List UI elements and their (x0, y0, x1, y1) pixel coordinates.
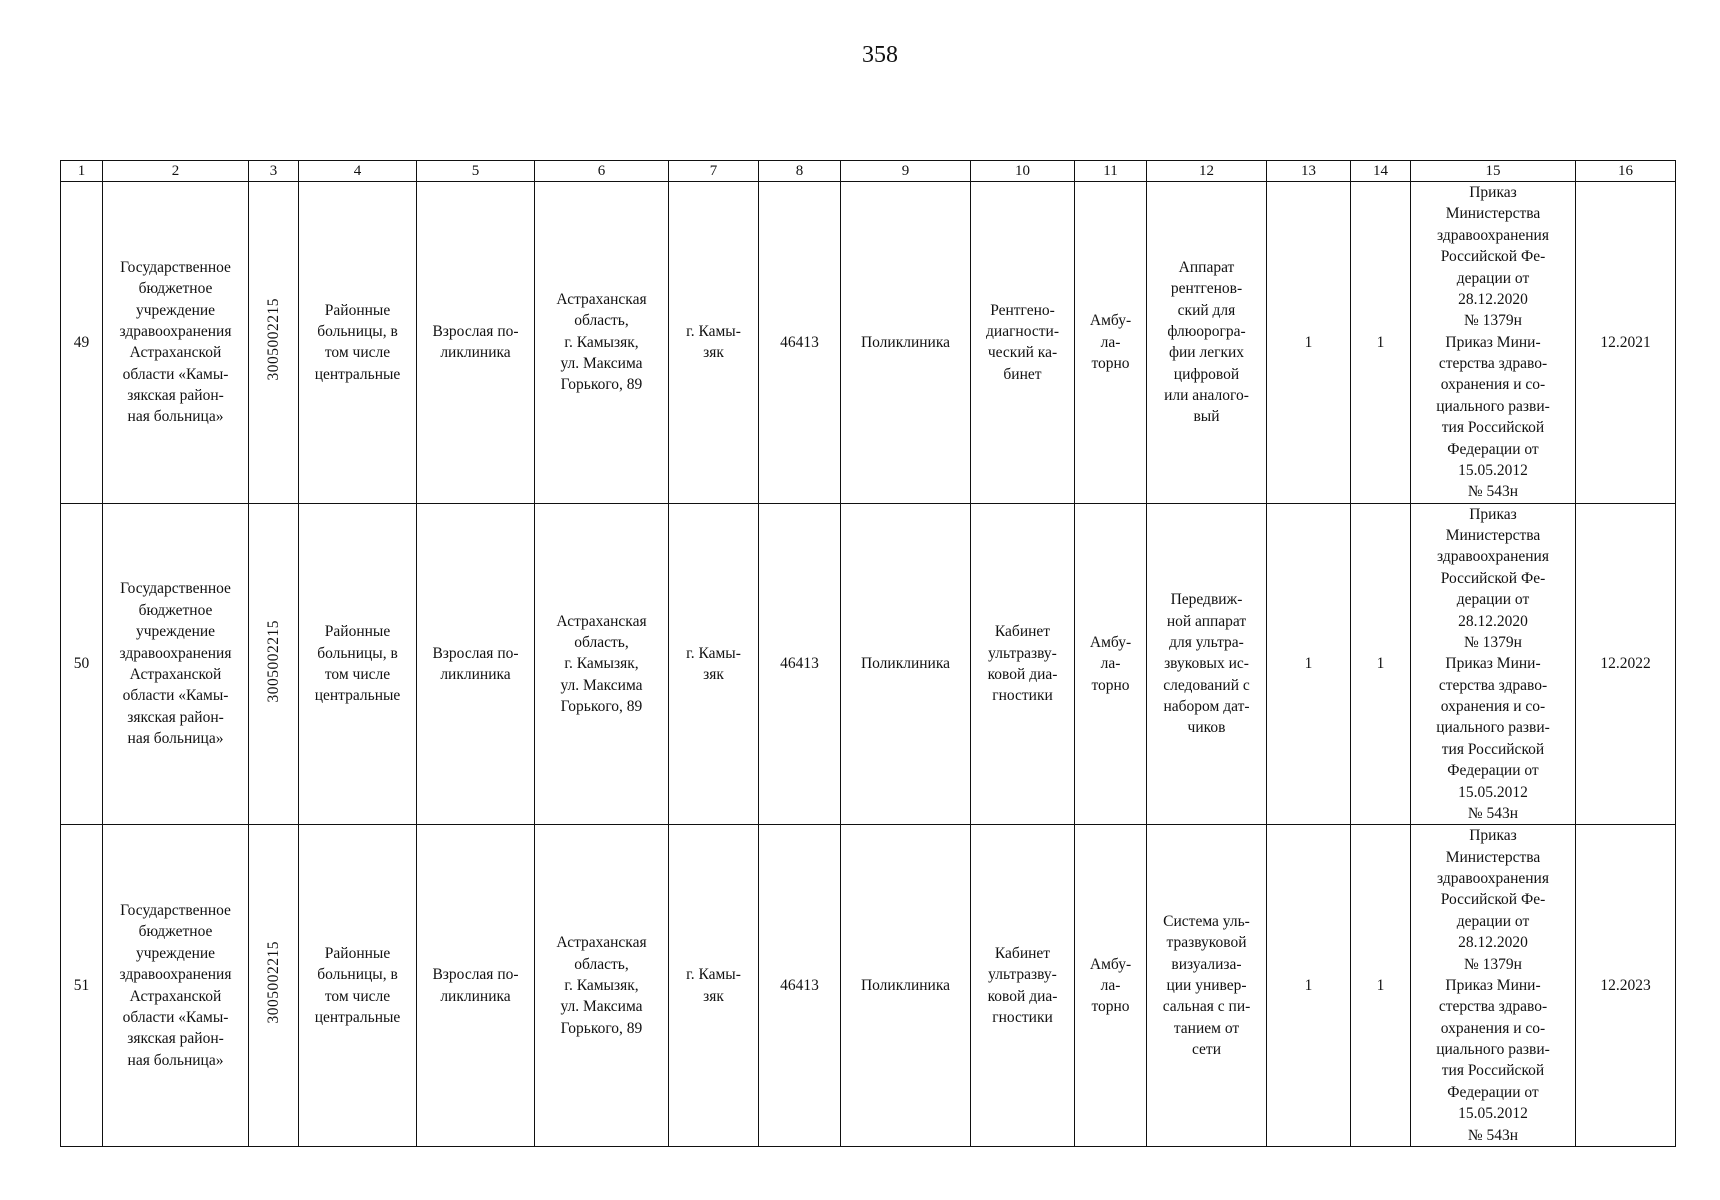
column-header: 6 (535, 161, 669, 182)
cabinet: Рентгено- диагности- ческий ка- бинет (971, 182, 1075, 504)
table-row (61, 503, 1676, 825)
unit: Поликлиника (841, 182, 971, 504)
cabinet: Кабинет ультразву- ковой диа- гностики (971, 825, 1075, 1147)
column-header: 14 (1351, 161, 1411, 182)
care-form: Амбу- ла- торно (1075, 182, 1147, 504)
address: Астраханская область, г. Камызяк, ул. Максима Горького, 89 (535, 825, 669, 1147)
quantity: 1 (1267, 825, 1351, 1147)
column-header: 11 (1075, 161, 1147, 182)
column-header: 7 (669, 161, 759, 182)
column-header: 15 (1411, 161, 1576, 182)
column-header: 10 (971, 161, 1075, 182)
quantity: 1 (1267, 503, 1351, 825)
institution-name: Государственное бюджетное учреждение здравоохранения Астраханской области «Камы- зякская район- ная больница» (103, 182, 249, 504)
delivery-date: 12.2022 (1576, 503, 1676, 825)
column-header: 16 (1576, 161, 1676, 182)
column-header: 3 (249, 161, 299, 182)
department: Взрослая по- ликлиника (417, 182, 535, 504)
column-header: 13 (1267, 161, 1351, 182)
table-row (61, 825, 1676, 1147)
equipment-table (60, 160, 1676, 1147)
locality: г. Камы- зяк (669, 825, 759, 1147)
column-header: 5 (417, 161, 535, 182)
cabinet: Кабинет ультразву- ковой диа- гностики (971, 503, 1075, 825)
care-form: Амбу- ла- торно (1075, 825, 1147, 1147)
legal-basis: Приказ Министерства здравоохранения Российской Фе- дерации от 28.12.2020 № 1379н Приказ Мини- стерства здраво- охранения и со- циального разви- тия Российской Федерации от 15.05.2012 № 543н (1411, 182, 1576, 504)
oktmo-code: 46413 (759, 182, 841, 504)
page-number: 358 (862, 42, 898, 68)
inn-code: 3005002215 (264, 941, 282, 1024)
row-number: 51 (61, 825, 103, 1147)
delivery-date: 12.2023 (1576, 825, 1676, 1147)
care-form: Амбу- ла- торно (1075, 503, 1147, 825)
column-header: 9 (841, 161, 971, 182)
legal-basis: Приказ Министерства здравоохранения Российской Фе- дерации от 28.12.2020 № 1379н Приказ Мини- стерства здраво- охранения и со- циального разви- тия Российской Федерации от 15.05.2012 № 543н (1411, 825, 1576, 1147)
inn-cell (249, 825, 299, 1147)
institution-type: Районные больницы, в том числе центральные (299, 182, 417, 504)
quantity-total: 1 (1351, 182, 1411, 504)
unit: Поликлиника (841, 825, 971, 1147)
column-header: 2 (103, 161, 249, 182)
department: Взрослая по- ликлиника (417, 825, 535, 1147)
institution-name: Государственное бюджетное учреждение здравоохранения Астраханской области «Камы- зякская район- ная больница» (103, 503, 249, 825)
quantity: 1 (1267, 182, 1351, 504)
table-row (61, 182, 1676, 504)
address: Астраханская область, г. Камызяк, ул. Максима Горького, 89 (535, 182, 669, 504)
equipment-name: Аппарат рентгенов- ский для флюорогра- фии легких цифровой или аналого- вый (1147, 182, 1267, 504)
column-header: 8 (759, 161, 841, 182)
row-number: 50 (61, 503, 103, 825)
address: Астраханская область, г. Камызяк, ул. Максима Горького, 89 (535, 503, 669, 825)
legal-basis: Приказ Министерства здравоохранения Российской Фе- дерации от 28.12.2020 № 1379н Приказ Мини- стерства здраво- охранения и со- циального разви- тия Российской Федерации от 15.05.2012 № 543н (1411, 503, 1576, 825)
locality: г. Камы- зяк (669, 503, 759, 825)
column-header: 4 (299, 161, 417, 182)
institution-type: Районные больницы, в том числе центральные (299, 503, 417, 825)
oktmo-code: 46413 (759, 825, 841, 1147)
delivery-date: 12.2021 (1576, 182, 1676, 504)
unit: Поликлиника (841, 503, 971, 825)
locality: г. Камы- зяк (669, 182, 759, 504)
header-row (61, 161, 1676, 182)
inn-cell (249, 182, 299, 504)
equipment-name: Передвиж- ной аппарат для ультра- звуковых ис- следований с набором дат- чиков (1147, 503, 1267, 825)
institution-name: Государственное бюджетное учреждение здравоохранения Астраханской области «Камы- зякская район- ная больница» (103, 825, 249, 1147)
quantity-total: 1 (1351, 503, 1411, 825)
column-header: 12 (1147, 161, 1267, 182)
inn-code: 3005002215 (264, 297, 282, 381)
inn-code: 3005002215 (264, 619, 282, 702)
equipment-name: Система уль- тразвуковой визуализа- ции универ- сальная с пи- танием от сети (1147, 825, 1267, 1147)
department: Взрослая по- ликлиника (417, 503, 535, 825)
column-header: 1 (61, 161, 103, 182)
institution-type: Районные больницы, в том числе центральные (299, 825, 417, 1147)
quantity-total: 1 (1351, 825, 1411, 1147)
row-number: 49 (61, 182, 103, 504)
inn-cell (249, 503, 299, 825)
oktmo-code: 46413 (759, 503, 841, 825)
